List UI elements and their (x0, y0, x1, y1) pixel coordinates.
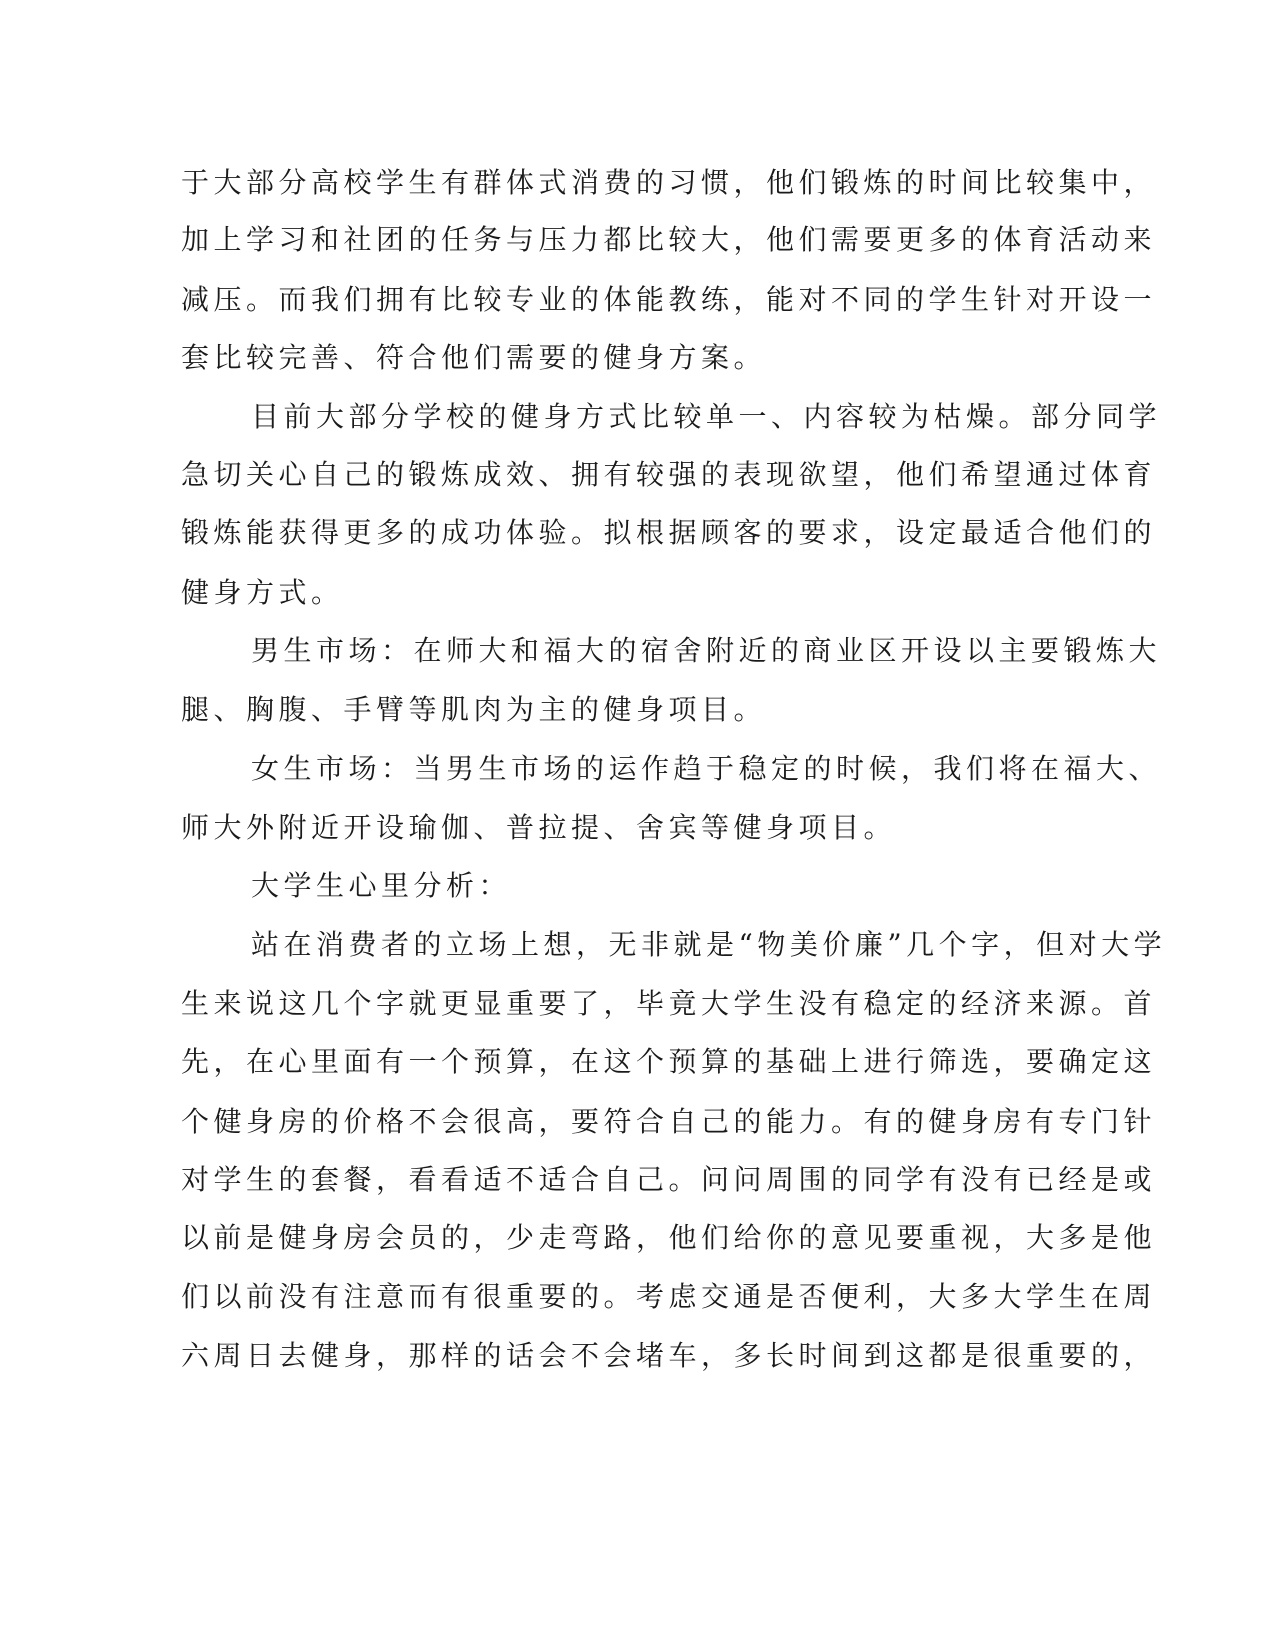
paragraph-1-line-2: 加上学习和社团的任务与压力都比较大，他们需要更多的体育活动来 (181, 223, 1157, 256)
paragraph-6-line-6: 以前是健身房会员的，少走弯路，他们给你的意见要重视，大多是他 (181, 1221, 1157, 1254)
paragraph-6-line-3: 先，在心里面有一个预算，在这个预算的基础上进行筛选，要确定这 (181, 1045, 1157, 1078)
paragraph-3-line-1: 男生市场：在师大和福大的宿舍附近的商业区开设以主要锻炼大 (251, 634, 1162, 667)
paragraph-1-line-4: 套比较完善、符合他们需要的健身方案。 (181, 341, 767, 374)
paragraph-6-line-4: 个健身房的价格不会很高，要符合自己的能力。有的健身房有专门针 (181, 1105, 1157, 1138)
paragraph-2-line-4: 健身方式。 (181, 576, 344, 609)
paragraph-5-line-1: 大学生心里分析： (251, 869, 512, 902)
paragraph-4-line-2: 师大外附近开设瑜伽、普拉提、舍宾等健身项目。 (181, 811, 897, 844)
paragraph-6-line-8: 六周日去健身，那样的话会不会堵车，多长时间到这都是很重要的， (181, 1339, 1157, 1372)
paragraph-6-line-7: 们以前没有注意而有很重要的。考虑交通是否便利，大多大学生在周 (181, 1280, 1157, 1313)
paragraph-2-line-2: 急切关心自己的锻炼成效、拥有较强的表现欲望，他们希望通过体育 (181, 458, 1157, 491)
paragraph-2-line-1: 目前大部分学校的健身方式比较单一、内容较为枯燥。部分同学 (251, 400, 1162, 433)
paragraph-1-line-1: 于大部分高校学生有群体式消费的习惯，他们锻炼的时间比较集中， (181, 166, 1157, 199)
paragraph-4-line-1: 女生市场：当男生市场的运作趋于稳定的时候，我们将在福大、 (251, 752, 1162, 785)
paragraph-6-line-2: 生来说这几个字就更显重要了，毕竟大学生没有稳定的经济来源。首 (181, 987, 1157, 1020)
paragraph-6-line-5: 对学生的套餐，看看适不适合自己。问问周围的同学有没有已经是或 (181, 1163, 1157, 1196)
paragraph-3-line-2: 腿、胸腹、手臂等肌肉为主的健身项目。 (181, 693, 767, 726)
paragraph-2-line-3: 锻炼能获得更多的成功体验。拟根据顾客的要求，设定最适合他们的 (181, 516, 1157, 549)
paragraph-6-line-1: 站在消费者的立场上想，无非就是“物美价廉”几个字，但对大学 (251, 928, 1167, 961)
paragraph-1-line-3: 减压。而我们拥有比较专业的体能教练，能对不同的学生针对开设一 (181, 283, 1157, 316)
